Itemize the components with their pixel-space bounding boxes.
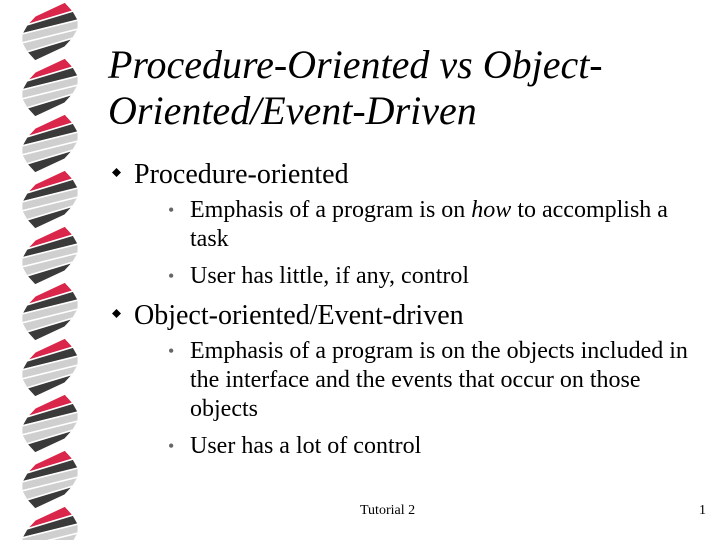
footer-tutorial-label: Tutorial 2 xyxy=(360,503,416,518)
sub-bullet xyxy=(134,337,708,424)
bullet-text: Object-oriented/Event-driven xyxy=(134,300,464,331)
sub-bullet-text: User has little, if any, control xyxy=(190,263,470,289)
sub-bullet xyxy=(134,262,708,291)
diamond-bullet-icon xyxy=(112,309,121,318)
sub-bullet-text: Emphasis of a program is on the objects included in the interface and the events that occur on those objects xyxy=(190,338,688,422)
decorative-ribbon xyxy=(0,0,110,540)
sub-bullet xyxy=(134,432,708,461)
sub-bullet-text: User has a lot of control xyxy=(190,433,422,459)
sub-bullet xyxy=(134,196,708,254)
page-number: 1 xyxy=(699,503,706,518)
sub-bullet-emphasis: how xyxy=(471,197,512,223)
dot-bullet-icon: • xyxy=(168,266,175,286)
bullet-object-oriented xyxy=(108,299,708,461)
sub-bullet-text-post: to accomplish a task xyxy=(190,197,668,252)
slide-title: Procedure-Oriented vs Object-Oriented/Event-Driven xyxy=(108,42,603,133)
dot-bullet-icon: • xyxy=(168,200,175,220)
bullet-text: Procedure-oriented xyxy=(134,159,349,190)
sub-bullet-text-pre: Emphasis of a program is on xyxy=(190,197,472,223)
diamond-bullet-icon xyxy=(112,168,121,177)
dot-bullet-icon: • xyxy=(168,436,175,456)
bullet-list xyxy=(108,158,708,469)
bullet-procedure-oriented xyxy=(108,158,708,291)
dot-bullet-icon: • xyxy=(168,341,175,361)
